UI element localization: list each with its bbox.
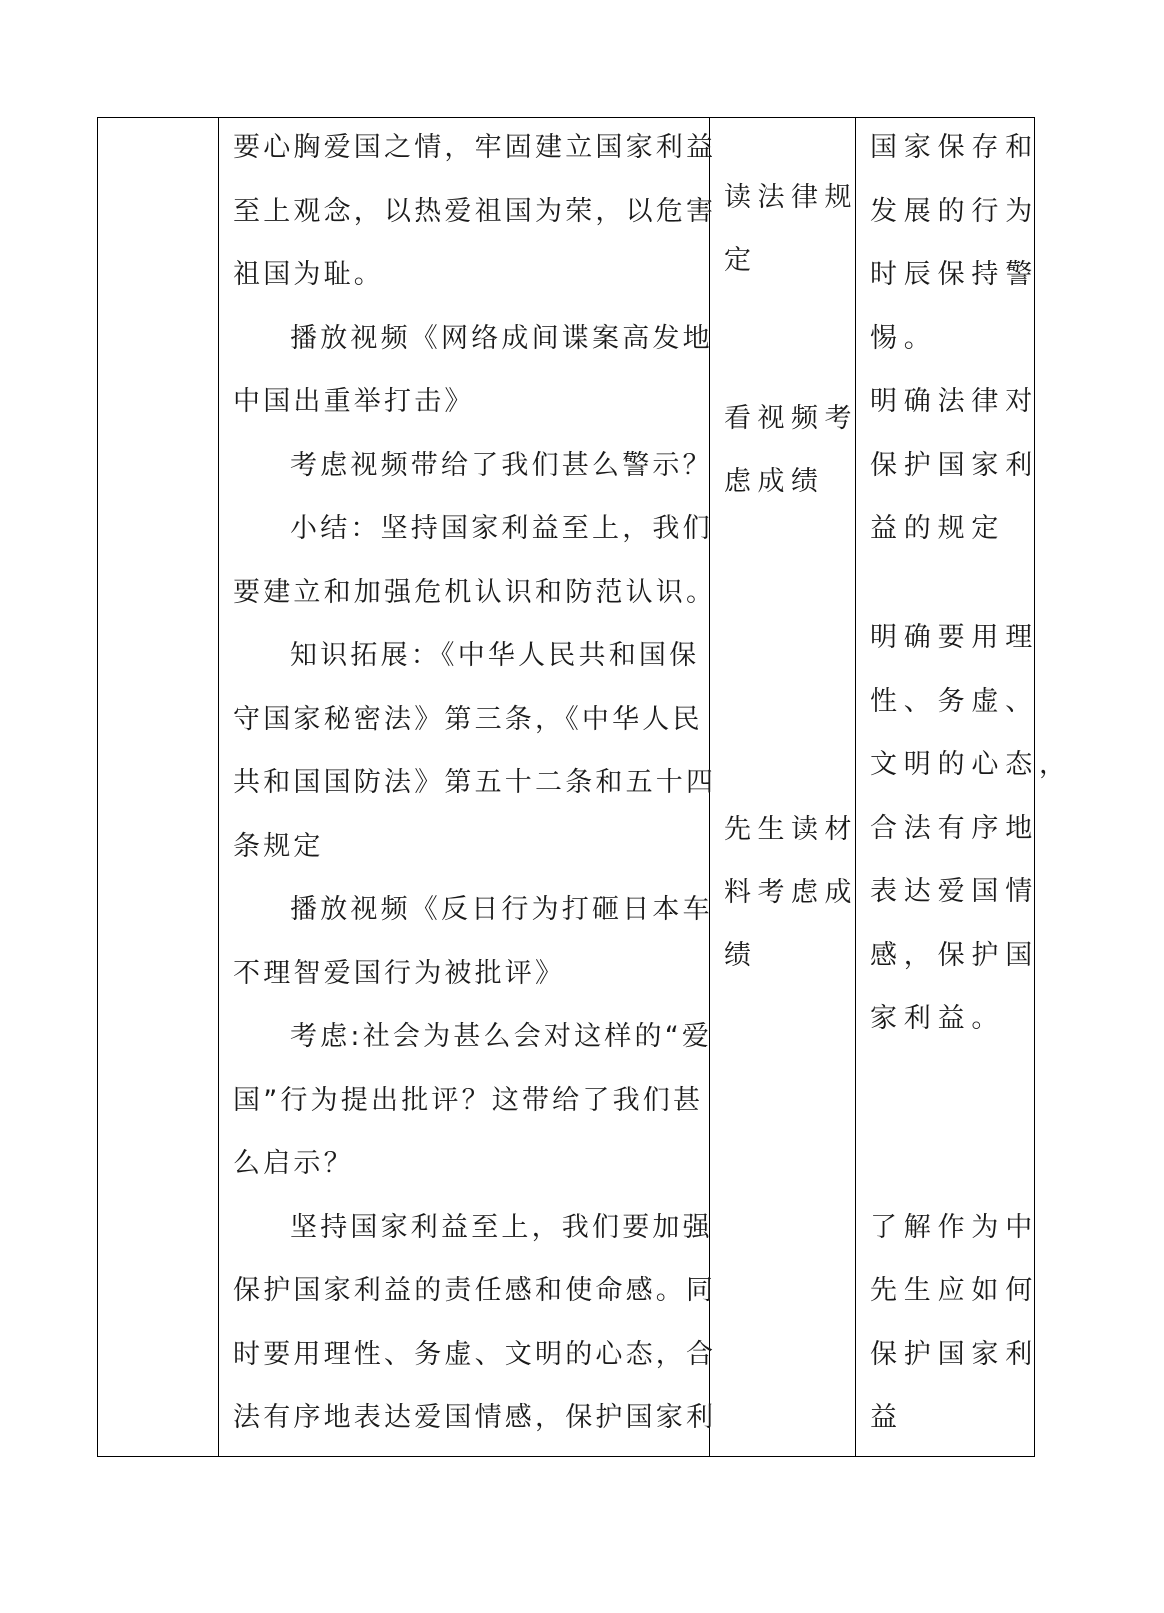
content-line: 播放视频《网络成间谍案高发地 <box>290 323 713 354</box>
teaching-content-cell <box>219 118 717 1456</box>
content-line: 至上观念，以热爱祖国为荣，以危害 <box>233 196 717 227</box>
student-activity-line: 虑成绩 <box>724 466 825 497</box>
content-line: 小结：坚持国家利益至上，我们 <box>290 513 713 544</box>
content-line: 不理智爱国行为被批评》 <box>233 958 566 989</box>
empty-label-cell <box>98 118 219 1456</box>
content-line: 共和国国防法》第五十二条和五十四 <box>233 767 717 798</box>
student-activity-line: 料考虑成 <box>724 877 858 908</box>
content-line: 知识拓展：《中华人民共和国保 <box>290 640 700 671</box>
content-line: 考虑:社会为甚么会对这样的“爱 <box>290 1021 713 1052</box>
student-activity-line: 看视频考 <box>724 403 858 434</box>
content-line: 守国家秘密法》第三条，《中华人民 <box>233 704 703 735</box>
design-intent-cell <box>856 118 1073 1456</box>
content-line: 要心胸爱国之情，牢固建立国家利益 <box>233 132 717 163</box>
content-line: 保护国家利益的责任感和使命感。同 <box>233 1275 717 1306</box>
lesson-table <box>97 117 1073 1457</box>
design-intent-line: 益 <box>870 1402 904 1433</box>
student-activity-line: 绩 <box>724 940 758 971</box>
content-line: 么启示？ <box>233 1148 354 1179</box>
design-intent-line: 国家保存和 <box>870 132 1039 163</box>
content-line: 法有序地表达爱国情感，保护国家利 <box>233 1402 717 1433</box>
design-intent-line: 明确要用理 <box>870 622 1039 653</box>
content-line: 考虑视频带给了我们甚么警示？ <box>290 450 713 481</box>
content-line: 中国出重举打击》 <box>233 386 475 417</box>
design-intent-line: 明确法律对 <box>870 386 1039 417</box>
design-intent-line: 表达爱国情 <box>870 876 1039 907</box>
content-line: 祖国为耻。 <box>233 259 384 290</box>
design-intent-line: 家利益。 <box>870 1003 1006 1034</box>
student-activity-cell <box>710 118 856 1456</box>
student-activity-line: 定 <box>724 245 758 276</box>
content-line: 国”行为提出批评？这带给了我们甚 <box>233 1085 704 1116</box>
design-intent-line: 保护国家利 <box>870 1339 1039 1370</box>
design-intent-line: 性、务虚、 <box>870 686 1039 717</box>
design-intent-line: 了解作为中 <box>870 1212 1039 1243</box>
design-intent-line: 文明的心态， <box>870 749 1073 780</box>
content-line: 时要用理性、务虚、文明的心态，合 <box>233 1339 717 1370</box>
content-line: 条规定 <box>233 831 324 862</box>
design-intent-line: 感，保护国 <box>870 940 1039 971</box>
student-activity-line: 先生读材 <box>724 814 858 845</box>
design-intent-line: 惕。 <box>870 323 938 354</box>
design-intent-line: 时辰保持警 <box>870 259 1039 290</box>
design-intent-line: 益的规定 <box>870 513 1006 544</box>
content-line: 播放视频《反日行为打砸日本车 <box>290 894 713 925</box>
design-intent-line: 合法有序地 <box>870 813 1039 844</box>
design-intent-line: 发展的行为 <box>870 196 1039 227</box>
content-line: 要建立和加强危机认识和防范认识。 <box>233 577 717 608</box>
design-intent-line: 先生应如何 <box>870 1275 1039 1306</box>
student-activity-line: 读法律规 <box>724 182 858 213</box>
design-intent-line: 保护国家利 <box>870 450 1039 481</box>
content-line: 坚持国家利益至上，我们要加强 <box>290 1212 713 1243</box>
